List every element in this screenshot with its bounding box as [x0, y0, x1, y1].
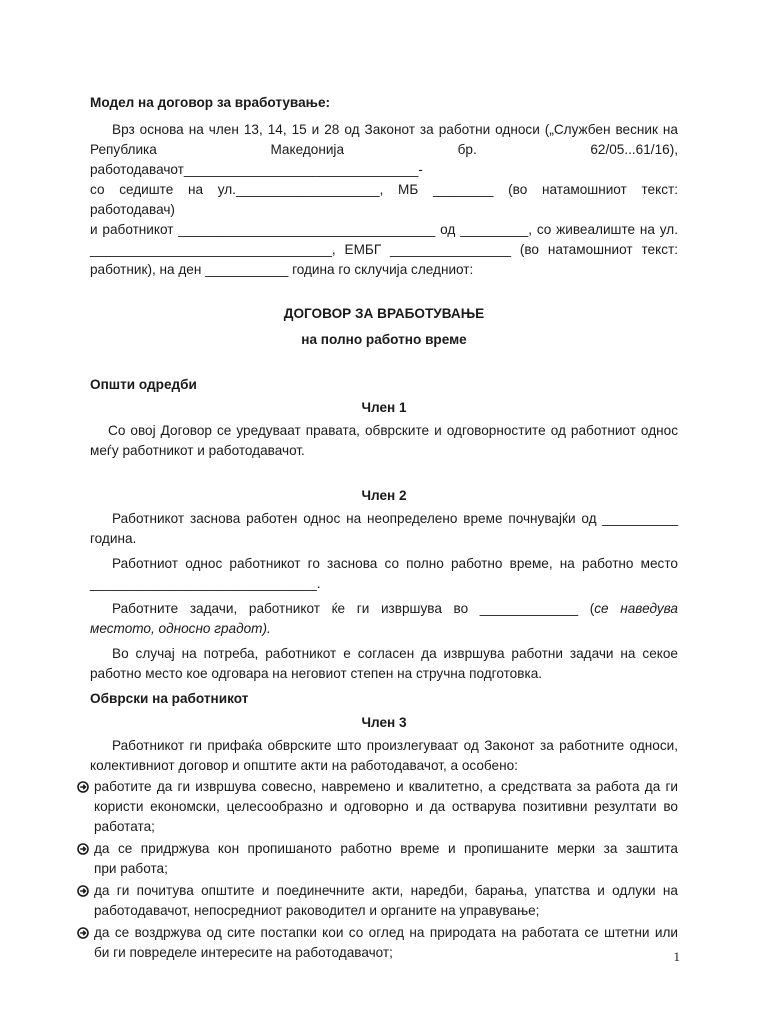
list-item-line: при работа; [94, 861, 168, 876]
list-item-line: користи економски, целесообразно и одговорно и да остварува позитивни резултати во [94, 799, 678, 814]
paragraph-text: Работните задачи, работникот ќе ги извршува во _____________ ( [112, 601, 595, 616]
article-1-paragraph [90, 421, 678, 461]
list-item-line: работата; [94, 819, 155, 834]
paragraph-line: Работникот заснова работен однос на неопределено време почнувајќи од __________ [112, 511, 678, 526]
list-item-text [94, 839, 678, 879]
list-item-text [94, 881, 678, 921]
article-heading: Член 2 [361, 488, 407, 503]
intro-line: ________________________________, ЕМБГ ________________ (во натамошниот текст: [90, 242, 678, 257]
list-item [77, 881, 678, 921]
section-heading: Обврски на работникот [90, 691, 249, 706]
list-item-line: да се придржува кон пропишаното работно време и пропишаните мерки за заштита [94, 841, 678, 856]
article-3-intro [90, 736, 678, 776]
arrow-circle-right-icon [77, 777, 94, 837]
intro-line: работник), на ден ___________ година го склучија следниот: [90, 262, 474, 277]
paragraph-line: Во случај на потреба, работникот е согласен да извршува работни задачи на секое [112, 646, 678, 661]
intro-line: Република Македонија бр. 62/05...61/16), работодавачот_______________________________- [90, 142, 678, 177]
list-item [77, 923, 678, 963]
contract-subtitle: на полно работно време [301, 332, 467, 347]
paragraph-line [90, 599, 678, 619]
list-item [77, 839, 678, 879]
page-number: 1 [673, 949, 680, 964]
article-2-paragraph-2 [90, 554, 678, 594]
article-heading: Член 1 [361, 400, 407, 415]
arrow-circle-right-icon [77, 839, 94, 879]
paragraph-line: ______________________________. [90, 576, 321, 591]
section-heading: Општи одредби [90, 377, 197, 392]
intro-paragraph [90, 120, 678, 280]
arrow-circle-right-icon [77, 881, 94, 921]
document-body [90, 93, 678, 963]
list-item-line: да ги почитува општите и поединечните акти, наредби, барања, упатства и одлуки на [94, 883, 678, 898]
article-2-paragraph-4 [90, 644, 678, 684]
obligations-list [77, 777, 678, 963]
list-item-line: работите да ги извршува совесно, навремено и квалитетно, а средствата за работа да ги [94, 779, 678, 794]
paragraph-italic-line: местото, односно градот). [90, 621, 271, 636]
intro-line: Врз основа на член 13, 14, 15 и 28 од Законот за работни односи („Службен весник на [112, 122, 678, 137]
list-item [77, 777, 678, 837]
paragraph-line: колективниот договор и општите акти на работодавачот, а особено: [90, 758, 518, 773]
arrow-circle-right-icon [77, 923, 94, 963]
paragraph-italic-text: се наведува [594, 601, 678, 616]
article-2-paragraph-3 [90, 599, 678, 639]
article-heading: Член 3 [361, 715, 407, 730]
paragraph-line: работно место кое одговара на неговиот степен на стручна подготовка. [90, 666, 543, 681]
paragraph-line: Со овој Договор се уредуваат правата, обврските и одговорностите од работниот однос [108, 423, 678, 438]
list-item-line: би ги повределе интересите на работодавачот; [94, 945, 393, 960]
intro-line: и работникот __________________________________ од _________, со живеалиште на ул. [90, 222, 678, 237]
document-title: Модел на договор за вработување: [90, 95, 331, 110]
paragraph-line: година. [90, 531, 137, 546]
list-item-line: да се воздржува од сите постапки кои со оглед на природата на работата се штетни или [94, 925, 678, 940]
paragraph-line: Работникот ги прифаќа обврските што произлегуваат од Законот за работните односи, [112, 738, 678, 753]
article-2-paragraph-1 [90, 509, 678, 549]
paragraph-line: Работниот однос работникот го заснова со полно работно време, на работно место [112, 556, 678, 571]
contract-title: ДОГОВОР ЗА ВРАБОТУВАЊЕ [283, 306, 485, 321]
list-item-text [94, 777, 678, 837]
list-item-text [94, 923, 678, 963]
intro-line: со седиште на ул.___________________, МБ ________ (во натамошниот текст: работодавач) [90, 182, 678, 217]
paragraph-line: меѓу работникот и работодавачот. [90, 443, 305, 458]
list-item-line: работодавачот, непосредниот раководител и органите на управување; [94, 903, 540, 918]
